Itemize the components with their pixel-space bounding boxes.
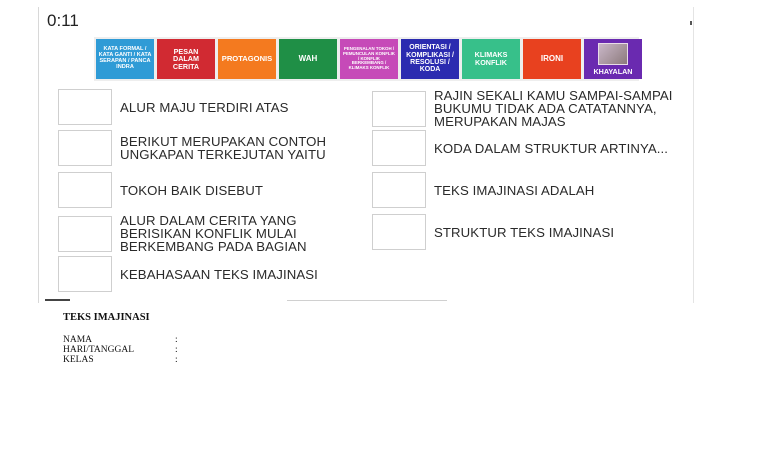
answer-drop-box[interactable] <box>372 214 426 250</box>
answer-tiles <box>94 37 639 81</box>
question-text: KODA DALAM STRUKTUR ARTINYA... <box>434 140 669 156</box>
scrollbar-thumb[interactable] <box>45 299 70 301</box>
khayalan-image <box>598 43 628 65</box>
answer-tile-orientasi[interactable] <box>401 39 459 79</box>
question-text: KEBAHASAAN TEKS IMAJINASI <box>120 266 318 282</box>
field-colon: : <box>175 335 178 345</box>
answer-tile-khayalan[interactable] <box>584 39 642 79</box>
worksheet-header <box>63 312 178 365</box>
question-text: ALUR DALAM CERITA YANG BERISIKAN KONFLIK MULAI BERKEMBANG PADA BAGIAN <box>120 213 307 254</box>
question-text: ALUR MAJU TERDIRI ATAS <box>120 99 289 115</box>
answer-drop-box[interactable] <box>58 89 112 125</box>
horizontal-scrollbar[interactable] <box>39 299 693 303</box>
field-nama <box>63 335 178 345</box>
question-row <box>372 214 614 250</box>
answer-tile-pengenalan-tokoh[interactable] <box>340 39 398 79</box>
tile-label: ORIENTASI / KOMPLIKASI / RESOLUSI / KODA <box>406 44 454 74</box>
tile-label: PENGENALAN TOKOH / PEMUNCULAN KONFLIK / KONFLIK BERKEMBANG / KLIMAKS KONFLIK <box>343 46 395 70</box>
worksheet-title: TEKS IMAJINASI <box>63 312 150 323</box>
question-text: RAJIN SEKALI KAMU SAMPAI-SAMPAI BUKUMU TIDAK ADA CATATANNYA, MERUPAKAN MAJAS <box>434 88 673 129</box>
field-colon: : <box>175 345 178 355</box>
answer-tile-pesan-dalam-cerita[interactable] <box>157 39 215 79</box>
answer-tile-kata-formal[interactable] <box>96 39 154 79</box>
tile-label: PROTAGONIS <box>221 54 273 64</box>
field-hari-tanggal <box>63 345 178 355</box>
question-text: TOKOH BAIK DISEBUT <box>120 182 263 198</box>
answer-tile-protagonis[interactable] <box>218 39 276 79</box>
answer-drop-box[interactable] <box>372 91 426 127</box>
field-kelas <box>63 355 178 365</box>
question-row <box>58 256 318 292</box>
student-fields <box>63 335 178 365</box>
corner-mark <box>690 21 692 25</box>
tile-label: KHAYALAN <box>593 67 633 77</box>
question-row <box>58 130 340 166</box>
tile-label: KATA FORMAL / KATA GANTI / KATA SERAPAN / PANCA INDRA <box>98 46 152 70</box>
tile-label: KLIMAKS KONFLIK <box>474 50 508 67</box>
answer-tile-klimaks-konflik[interactable] <box>462 39 520 79</box>
question-row <box>372 130 668 166</box>
tile-label: IRONI <box>540 53 564 63</box>
field-label: NAMA <box>63 335 93 345</box>
tile-label: WAH <box>298 53 318 63</box>
answer-drop-box[interactable] <box>372 130 426 166</box>
question-row <box>58 172 263 208</box>
question-row <box>58 214 320 253</box>
answer-drop-box[interactable] <box>58 172 112 208</box>
answer-drop-box[interactable] <box>58 130 112 166</box>
answer-drop-box[interactable] <box>58 216 112 252</box>
timer: 0:11 <box>47 11 79 30</box>
answer-drop-box[interactable] <box>58 256 112 292</box>
field-label: HARI/TANGGAL <box>63 345 135 355</box>
question-row <box>372 89 679 128</box>
answer-tile-ironi[interactable] <box>523 39 581 79</box>
question-row <box>58 89 289 125</box>
answer-tile-wah[interactable] <box>279 39 337 79</box>
scrollbar-track <box>287 300 447 301</box>
field-colon: : <box>175 355 178 365</box>
question-text: BERIKUT MERUPAKAN CONTOH UNGKAPAN TERKEJUTAN YAITU <box>120 134 327 162</box>
question-row <box>372 172 594 208</box>
question-text: STRUKTUR TEKS IMAJINASI <box>434 224 615 240</box>
answer-drop-box[interactable] <box>372 172 426 208</box>
tile-label: PESAN DALAM CERITA <box>172 46 200 71</box>
question-text: TEKS IMAJINASI ADALAH <box>434 182 595 198</box>
field-label: KELAS <box>63 355 94 365</box>
quiz-panel <box>38 7 694 303</box>
